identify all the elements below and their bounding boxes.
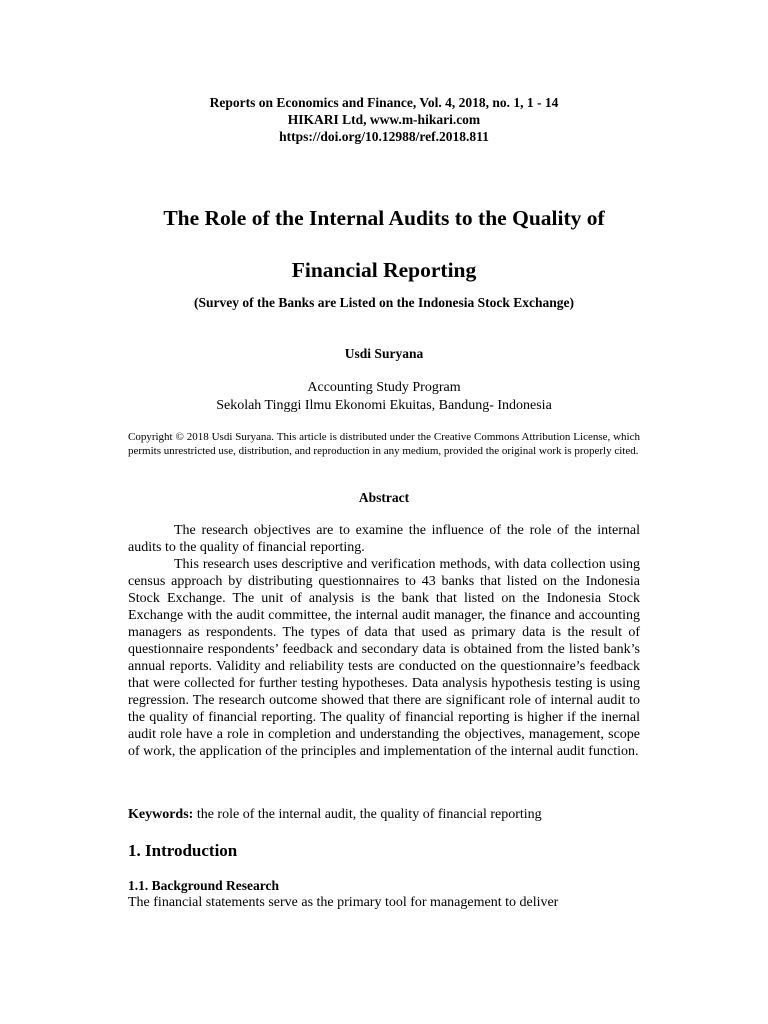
subsection-heading-background: 1.1. Background Research <box>128 878 280 893</box>
journal-citation: Reports on Economics and Finance, Vol. 4, 2018, no. 1, 1 - 14 <box>209 95 559 110</box>
keywords-text: the role of the internal audit, the quality of financial reporting <box>193 807 542 822</box>
paper-title <box>0 192 768 296</box>
author-name: Usdi Suryana <box>344 346 424 361</box>
affiliation-program: Accounting Study Program <box>307 380 461 395</box>
keywords <box>128 807 640 823</box>
publisher-line: HIKARI Ltd, www.m-hikari.com <box>287 112 481 127</box>
title-line-2: Financial Reporting <box>291 258 477 282</box>
author-affiliation <box>0 379 768 415</box>
abstract-paragraph: The research objectives are to examine the influence of the role of the internal audits to the quality of financial reporting. <box>128 523 640 555</box>
affiliation-institution: Sekolah Tinggi Ilmu Ekonomi Ekuitas, Bandung- Indonesia <box>216 398 552 413</box>
keywords-label: Keywords: <box>128 807 194 822</box>
paper-subtitle: (Survey of the Banks are Listed on the Indonesia Stock Exchange) <box>193 295 575 310</box>
abstract-heading: Abstract <box>358 490 410 505</box>
section-heading-introduction: 1. Introduction <box>128 841 238 860</box>
journal-header <box>0 94 768 145</box>
body-paragraph: The financial statements serve as the primary tool for management to deliver <box>128 895 559 910</box>
title-line-1: The Role of the Internal Audits to the Quality of <box>163 206 605 230</box>
abstract-paragraph: This research uses descriptive and verification methods, with data collection using census approach by distributing questionnaires to 43 banks that listed on the Indonesia Stock Exchange. The unit of analysis is the bank that listed on the Indonesia Stock Exchange with the audit committee, the internal audit manager, the finance and accounting managers as respondents. The types of data that used as primary data is the result of questionnaire respondents’ feedback and secondary data is obtained from the listed bank’s annual reports. Validity and reliability tests are conducted on the questionnaire’s feedback that were collected for further testing hypotheses. Data analysis hypothesis testing is using regression. The research outcome showed that there are significant role of internal audit to the quality of financial reporting. The quality of financial reporting is higher if the inernal audit role have a role in completion and understanding the objectives, management, scope of work, the application of the principles and implementation of the internal audit function. <box>128 557 640 759</box>
abstract-body <box>128 522 640 760</box>
doi-link[interactable]: https://doi.org/10.12988/ref.2018.811 <box>279 129 489 144</box>
copyright-notice: Copyright © 2018 Usdi Suryana. This article is distributed under the Creative Commons Attribution License, which permits unrestricted use, distribution, and reproduction in any medium, provided the original work is properly cited. <box>128 431 640 457</box>
